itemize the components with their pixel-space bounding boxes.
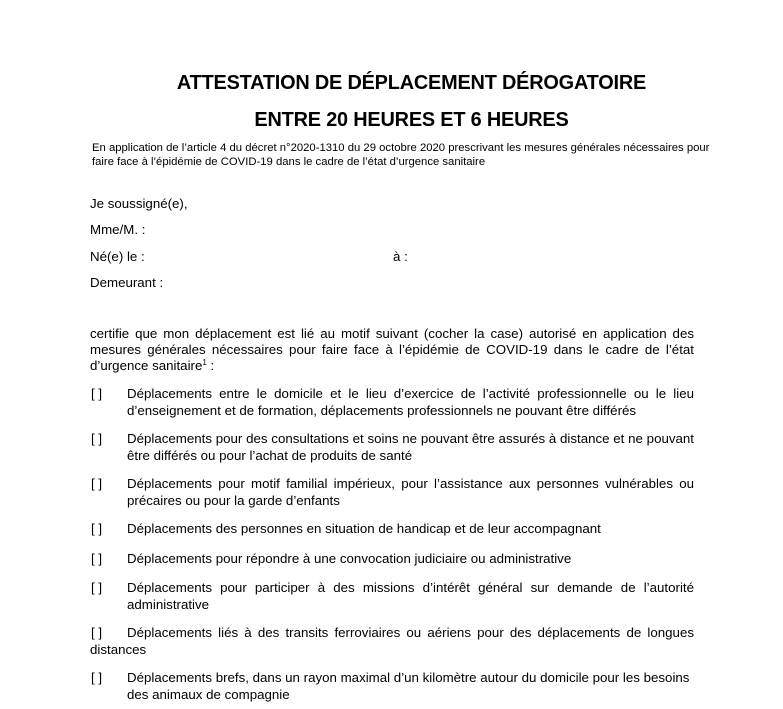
legal-intro: En application de l’article 4 du décret n°2020-1310 du 29 octobre 2020 prescrivant les mesures générales nécessaires pour faire face à l’épidémie de COVID-19 dans le cadre de l’état d’urgence sanitaire <box>92 142 710 168</box>
document-title-line-2: ENTRE 20 HEURES ET 6 HEURES <box>254 108 569 131</box>
name-field-label: Mme/M. : <box>90 222 146 237</box>
reason-option-judicial[interactable] <box>90 551 694 568</box>
reason-option-general-interest[interactable] <box>90 580 694 613</box>
certification-text: certifie que mon déplacement est lié au motif suivant (cocher la case) autorisé en application des mesures générales nécessaires pour faire face à l’épidémie de COVID-19 dans le cadre de l’état d’urgence sanitaire <box>90 326 694 373</box>
address-field-label: Demeurant : <box>90 275 164 290</box>
reason-option-health[interactable] <box>90 431 694 464</box>
document-title-line-1: ATTESTATION DE DÉPLACEMENT DÉROGATOIRE <box>176 71 647 94</box>
reason-text: Déplacements brefs, dans un rayon maximal d’un kilomètre autour du domicile pour les besoins des animaux de compagnie <box>127 670 690 702</box>
reason-option-work[interactable] <box>90 386 694 419</box>
certification-colon: : <box>206 358 215 373</box>
checkbox[interactable]: [ ] <box>91 521 103 536</box>
reason-option-transit[interactable] <box>90 625 694 658</box>
reason-option-pets[interactable] <box>90 670 694 703</box>
reason-text: Déplacements pour participer à des missions d’intérêt général sur demande de l’autorité administrative <box>127 580 694 612</box>
reason-option-handicap[interactable] <box>90 521 694 538</box>
reason-text: Déplacements pour répondre à une convocation judiciaire ou administrative <box>127 551 572 566</box>
checkbox[interactable]: [ ] <box>91 551 103 566</box>
certification-paragraph <box>90 326 694 374</box>
reason-text: Déplacements des personnes en situation de handicap et de leur accompagnant <box>127 521 601 536</box>
birth-date-field-label: Né(e) le : <box>90 249 145 264</box>
checkbox[interactable]: [ ] <box>91 476 103 491</box>
checkbox[interactable]: [ ] <box>91 670 103 685</box>
reason-text: Déplacements pour motif familial impérieux, pour l’assistance aux personnes vulnérables ou précaires ou pour la garde d’enfants <box>127 476 694 508</box>
soussigne-label: Je soussigné(e), <box>90 196 188 211</box>
checkbox[interactable]: [ ] <box>91 386 103 401</box>
reason-text: Déplacements pour des consultations et soins ne pouvant être assurés à distance et ne pouvant être différés ou pour l’achat de produits de santé <box>127 431 694 463</box>
checkbox[interactable]: [ ] <box>91 625 103 640</box>
checkbox[interactable]: [ ] <box>91 580 103 595</box>
reason-text: Déplacements liés à des transits ferroviaires ou aériens pour des déplacements de longues distances <box>90 625 694 657</box>
reason-text: Déplacements entre le domicile et le lieu d’exercice de l’activité professionnelle ou le lieu d’enseignement et de formation, déplacements professionnels ne pouvant être différés <box>127 386 694 418</box>
reason-option-family[interactable] <box>90 476 694 509</box>
checkbox[interactable]: [ ] <box>91 431 103 446</box>
birth-place-field-label: à : <box>393 249 408 264</box>
footnote-marker: 1 <box>202 358 207 367</box>
